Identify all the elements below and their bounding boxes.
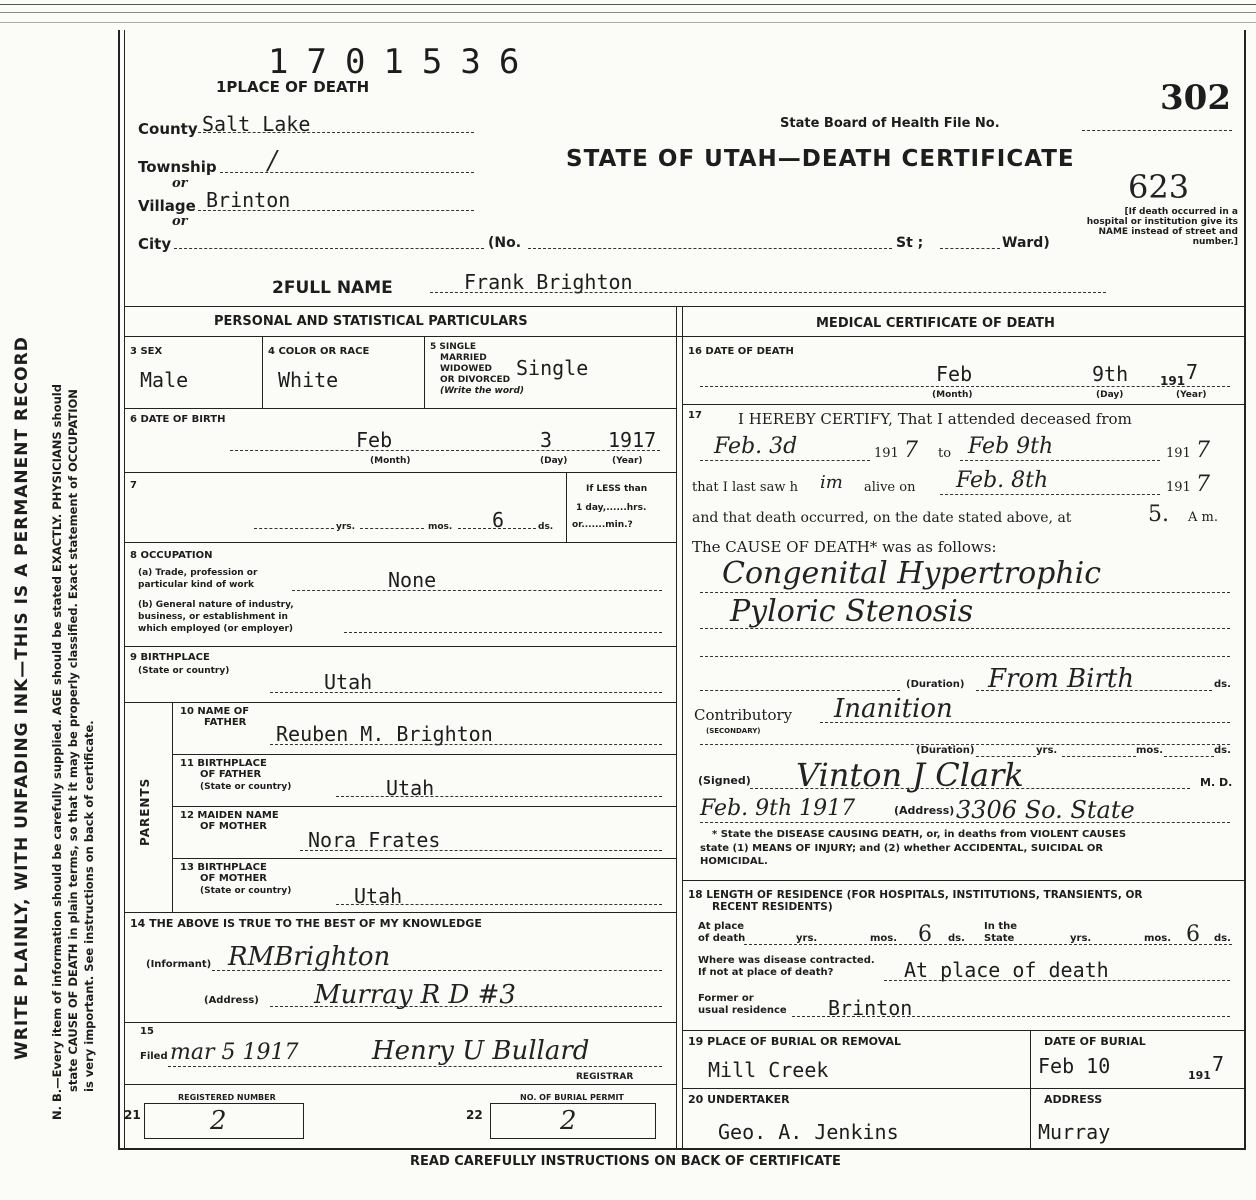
instructions-note-line-2: state CAUSE OF DEATH in plain terms, so that it may be properly classified. Exact statement of OCCUPATION (66, 389, 80, 1092)
mother-birthplace-label-1: 13 BIRTHPLACE (180, 862, 267, 873)
burial-permit-prefix: 22 (466, 1108, 483, 1122)
burial-permit-value: 2 (560, 1106, 577, 1136)
ward-label: Ward) (1002, 235, 1050, 251)
dod-day-label: (Day) (1096, 390, 1124, 400)
last-saw-text: that I last saw h (692, 480, 798, 495)
duration-value: From Birth (988, 664, 1135, 694)
undertaker-value: Geo. A. Jenkins (718, 1120, 899, 1144)
secondary-label: (SECONDARY) (706, 727, 761, 735)
attended-to-year: 7 (1196, 438, 1210, 463)
father-birthplace-label-3: (State or country) (200, 782, 292, 792)
former-residence-label-2: usual residence (698, 1005, 787, 1016)
father-birthplace-value: Utah (386, 776, 435, 800)
contrib-yrs-label: yrs. (1036, 745, 1058, 756)
cause-line-2: Pyloric Stenosis (730, 594, 974, 629)
father-birthplace-label-2: OF FATHER (200, 769, 262, 780)
undertaker-label: 20 UNDERTAKER (688, 1093, 790, 1106)
former-residence-value: Brinton (828, 996, 913, 1020)
footnote-line-1: * State the DISEASE CAUSING DEATH, or, in deaths from VIOLENT CAUSES (712, 829, 1127, 840)
marital-label-2: MARRIED (440, 353, 487, 363)
father-value: Reuben M. Brighton (276, 722, 493, 746)
contributory-value: Inanition (834, 694, 953, 724)
occupation-b-2: business, or establishment in (138, 612, 288, 622)
burial-year: 7 (1212, 1052, 1225, 1076)
attended-from-year: 7 (904, 438, 918, 463)
disease-contracted-label-1: Where was disease contracted. (698, 955, 875, 966)
registered-prefix: 21 (124, 1108, 141, 1122)
less-than-3: or.......min.? (572, 520, 633, 530)
full-name-label: 2FULL NAME (272, 278, 393, 298)
or-label-2: or (172, 214, 188, 229)
occupation-b-3: which employed (or employer) (138, 624, 294, 634)
to-label: to (938, 446, 952, 461)
at-place-yrs-label: yrs. (796, 933, 818, 944)
dob-day-label: (Day) (540, 456, 568, 466)
footnote-line-2: state (1) MEANS OF INJURY; and (2) whether ACCIDENTAL, SUICIDAL OR (700, 843, 1104, 854)
father-label-2: FATHER (204, 717, 247, 728)
dod-day: 9th (1092, 362, 1129, 386)
duration-label: (Duration) (906, 679, 965, 690)
mother-birthplace-value: Utah (354, 884, 403, 908)
contrib-ds-label: ds. (1214, 745, 1231, 756)
age-label: 7 (130, 480, 137, 491)
residence-label-2: RECENT RESIDENTS) (712, 901, 833, 913)
attended-from-year-prefix: 191 (874, 446, 899, 461)
disease-contracted-label-2: If not at place of death? (698, 967, 834, 978)
attended-to: Feb 9th (968, 434, 1054, 459)
dob-day: 3 (540, 428, 553, 452)
township-label: Township (138, 158, 217, 176)
occupation-label: 8 OCCUPATION (130, 550, 213, 561)
dob-label: 6 DATE OF BIRTH (130, 414, 226, 425)
city-label: City (138, 235, 172, 253)
certificate-title: STATE OF UTAH—DEATH CERTIFICATE (566, 146, 1075, 172)
true-statement-label: 14 THE ABOVE IS TRUE TO THE BEST OF MY KNOWLEDGE (130, 917, 482, 930)
registrar-label: REGISTRAR (576, 1072, 634, 1082)
dod-year-prefix: 191 (1160, 374, 1186, 388)
cause-label: The CAUSE OF DEATH* was as follows: (692, 538, 997, 556)
dob-month-label: (Month) (370, 456, 411, 466)
dob-year-label: (Year) (612, 456, 643, 466)
residence-label-1: 18 LENGTH OF RESIDENCE (FOR HOSPITALS, INSTITUTIONS, TRANSIENTS, OR (688, 889, 1143, 901)
st-label: St ; (896, 235, 924, 251)
sex-value: Male (140, 368, 189, 392)
alive-on-label: alive on (864, 480, 916, 495)
marital-label-3: WIDOWED (440, 364, 492, 374)
place-of-death-label: 1PLACE OF DEATH (216, 78, 370, 96)
dod-year-label: (Year) (1176, 390, 1207, 400)
certify-number: 17 (688, 410, 702, 421)
duration-ds-label: ds. (1214, 679, 1231, 690)
burial-place-label: 19 PLACE OF BURIAL OR REMOVAL (688, 1035, 901, 1048)
occupation-b-1: (b) General nature of industry, (138, 600, 294, 610)
county-label: County (138, 120, 198, 138)
yrs-label: yrs. (336, 522, 356, 532)
informant-signature: RMBrighton (228, 942, 391, 972)
state-mos-label: mos. (1144, 933, 1172, 944)
physician-address-label: (Address) (894, 804, 955, 817)
registrar-signature: Henry U Bullard (372, 1036, 590, 1066)
attended-to-year-prefix: 191 (1166, 446, 1191, 461)
burial-permit-label: NO. OF BURIAL PERMIT (520, 1093, 624, 1102)
state-ds-label: ds. (1214, 933, 1231, 944)
md-label: M. D. (1200, 776, 1233, 789)
birthplace-sub: (State or country) (138, 666, 230, 676)
in-the-label-1: In the (984, 921, 1018, 932)
last-saw-pronoun: im (820, 472, 843, 493)
certify-text: I HEREBY CERTIFY, That I attended deceased from (738, 410, 1132, 428)
occupation-a-2: particular kind of work (138, 580, 255, 590)
last-saw-year-prefix: 191 (1166, 480, 1191, 495)
birthplace-label: 9 BIRTHPLACE (130, 652, 210, 663)
former-residence-label-1: Former or (698, 993, 754, 1004)
last-saw-date: Feb. 8th (956, 468, 1049, 493)
instructions-note-line-1: N. B.—Every item of information should be carefully supplied. AGE should be stated EXACTLY. PHYSICIANS should (50, 384, 64, 1120)
medical-heading: MEDICAL CERTIFICATE OF DEATH (816, 316, 1055, 331)
instructions-note-line-3: is very important. See instructions on back of certificate. (82, 720, 96, 1092)
village-value: Brinton (206, 188, 291, 212)
burial-date-label: DATE OF BURIAL (1044, 1035, 1146, 1048)
registered-number-value: 2 (210, 1106, 227, 1136)
marital-value: Single (516, 356, 589, 380)
undertaker-address-label: ADDRESS (1044, 1093, 1103, 1106)
signed-label: (Signed) (698, 774, 751, 787)
marital-label-4: OR DIVORCED (440, 375, 511, 385)
state-yrs-label: yrs. (1070, 933, 1092, 944)
state-mos: 6 (1186, 922, 1200, 947)
no-label: (No. (488, 235, 522, 251)
informant-label: (Informant) (146, 959, 212, 970)
death-occurred-text: and that death occurred, on the date stated above, at (692, 510, 1072, 526)
last-saw-year: 7 (1196, 472, 1210, 497)
occupation-value: None (388, 568, 437, 592)
mos-label: mos. (428, 522, 453, 532)
father-birthplace-label-1: 11 BIRTHPLACE (180, 758, 267, 769)
mother-birthplace-label-3: (State or country) (200, 886, 292, 896)
death-time-unit: A m. (1188, 510, 1218, 525)
contrib-duration-label: (Duration) (916, 745, 975, 756)
signed-date: Feb. 9th 1917 (700, 796, 856, 821)
informant-address-label: (Address) (204, 995, 259, 1006)
burial-place-value: Mill Creek (708, 1058, 829, 1082)
file-number: 302 (1160, 78, 1231, 118)
at-place-label-1: At place (698, 921, 745, 932)
at-place-mos: 6 (918, 922, 932, 947)
in-the-label-2: State (984, 933, 1015, 944)
dod-year: 7 (1186, 360, 1199, 384)
cause-line-1: Congenital Hypertrophic (722, 556, 1102, 591)
ds-label: ds. (538, 522, 554, 532)
dob-year: 1917 (608, 428, 657, 452)
attended-from: Feb. 3d (714, 434, 798, 459)
physician-address: 3306 So. State (956, 796, 1135, 824)
mother-birthplace-label-2: OF MOTHER (200, 873, 267, 884)
document-number: 1701536 (268, 42, 538, 82)
filed-label: Filed (140, 1051, 168, 1062)
marital-label-1: 5 SINGLE (430, 342, 477, 352)
county-value: Salt Lake (202, 112, 311, 136)
disease-contracted-value: At place of death (904, 958, 1109, 982)
contributory-label: Contributory (694, 706, 793, 724)
hospital-note: [If death occurred in a hospital or institution give its NAME instead of street and number.] (1086, 207, 1238, 247)
sbh-file-label: State Board of Health File No. (780, 116, 1000, 131)
occupation-a-1: (a) Trade, profession or (138, 568, 258, 578)
birthplace-value: Utah (324, 670, 373, 694)
contrib-mos-label: mos. (1136, 745, 1164, 756)
dob-month: Feb (356, 428, 393, 452)
full-name-value: Frank Brighton (464, 270, 633, 294)
death-time: 5. (1148, 502, 1169, 527)
at-place-label-2: of death (698, 933, 746, 944)
township-value: / (268, 146, 277, 176)
father-label-1: 10 NAME OF (180, 706, 250, 717)
less-than-2: 1 day,......hrs. (576, 503, 647, 513)
mother-value: Nora Frates (308, 828, 441, 852)
filed-number: 15 (140, 1026, 154, 1037)
registered-number-label: REGISTERED NUMBER (178, 1093, 276, 1102)
age-days: 6 (492, 508, 505, 532)
burial-date-value: Feb 10 (1038, 1054, 1111, 1078)
dod-month-label: (Month) (932, 390, 973, 400)
file-number-handwritten: 623 (1128, 168, 1190, 206)
personal-heading: PERSONAL AND STATISTICAL PARTICULARS (214, 314, 528, 329)
color-label: 4 COLOR OR RACE (268, 346, 370, 357)
permanent-record-notice: WRITE PLAINLY, WITH UNFADING INK—THIS IS A PERMANENT RECORD (12, 336, 32, 1060)
marital-note: (Write the word) (440, 386, 525, 396)
physician-signature: Vinton J Clark (796, 756, 1024, 794)
color-value: White (278, 368, 339, 392)
village-label: Village (138, 197, 196, 215)
footnote-line-3: HOMICIDAL. (700, 856, 768, 867)
informant-address: Murray R D #3 (314, 980, 516, 1010)
at-place-mos-label: mos. (870, 933, 898, 944)
at-place-ds-label: ds. (948, 933, 965, 944)
less-than-1: If LESS than (586, 484, 648, 494)
or-label-1: or (172, 176, 188, 191)
mother-label-2: OF MOTHER (200, 821, 267, 832)
dod-label: 16 DATE OF DEATH (688, 346, 794, 357)
sex-label: 3 SEX (130, 346, 163, 357)
mother-label-1: 12 MAIDEN NAME (180, 810, 279, 821)
dod-month: Feb (936, 362, 973, 386)
footer-instructions: READ CAREFULLY INSTRUCTIONS ON BACK OF CERTIFICATE (410, 1154, 841, 1169)
undertaker-address-value: Murray (1038, 1120, 1111, 1144)
filed-date: mar 5 1917 (170, 1040, 299, 1065)
parents-label: PARENTS (138, 777, 152, 846)
burial-year-prefix: 191 (1188, 1069, 1211, 1082)
